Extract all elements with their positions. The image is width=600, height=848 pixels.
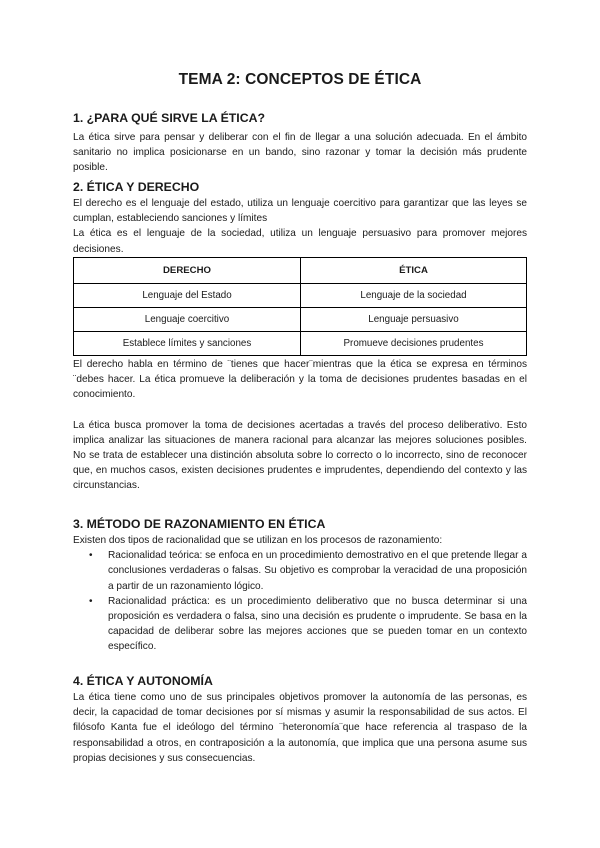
paragraph: La ética busca promover la toma de decisiones acertadas a través del proceso deliberativo. Esto implica analizar las situaciones de manera racional para alcanzar las mejores soluciones posibles. No se trata de establecer una distinción absoluta sobre lo correcto o lo incorrecto, sino de reconocer que, en muchos casos, existen decisiones prudentes e imprudentes, dependiendo del contexto y las circunstancias. (73, 419, 527, 492)
section-ethics-law-continued (73, 357, 527, 494)
paragraph: La ética tiene como uno de sus principales objetivos promover la autonomía de las personas, es decir, la capacidad de tomar decisiones por sí mismas y asumir la responsabilidad de sus actos. El filósofo Kanta fue el ideólogo del término ¨heteronomía¨que hace referencia al traspaso de la responsabilidad a otros, en contraposición a la autonomía, que implica que una persona asume sus propias decisiones y sus consecuencias. (73, 692, 527, 764)
table-row (74, 332, 527, 356)
document-title: TEMA 2: CONCEPTOS DE ÉTICA (178, 71, 422, 88)
table-cell: Lenguaje coercitivo (74, 308, 301, 332)
section-ethics-autonomy (73, 673, 527, 766)
paragraph: El derecho es el lenguaje del estado, utiliza un lenguaje coercitivo para garantizar que las leyes se cumplan, estableciendo sanciones y límites (73, 198, 527, 225)
section-heading: 2. ÉTICA Y DERECHO (73, 180, 200, 194)
table-row (74, 308, 527, 332)
section-heading: 4. ÉTICA Y AUTONOMÍA (73, 674, 213, 688)
table-cell: Lenguaje del Estado (74, 284, 301, 308)
section-purpose (73, 110, 527, 176)
section-heading: 3. MÉTODO DE RAZONAMIENTO EN ÉTICA (73, 517, 326, 531)
section-reasoning-method (73, 516, 527, 655)
table-cell: Promueve decisiones prudentes (301, 332, 527, 356)
list-item: • Racionalidad teórica: se enfoca en un procedimiento demostrativo en el que pretende llegar a conclusiones verdaderas o falsas. Su objetivo es comprobar la veracidad de una proposición a partir de un razonamiento lógico. (73, 548, 527, 594)
comparison-table (73, 257, 527, 356)
section-ethics-law (73, 179, 527, 257)
table-cell: Lenguaje de la sociedad (301, 284, 527, 308)
paragraph: Existen dos tipos de racionalidad que se utilizan en los procesos de razonamiento: (73, 535, 443, 546)
list-item: • Racionalidad práctica: es un procedimiento deliberativo que no busca determinar si una proposición es verdadera o falsa, sino una decisión es prudente o imprudente. Se basa en la capacidad de deliberar sobre las mejores acciones que se pueden tomar en un contexto específico. (73, 594, 527, 655)
section-heading: 1. ¿PARA QUÉ SIRVE LA ÉTICA? (73, 111, 265, 125)
table-header-row (74, 258, 527, 284)
paragraph: El derecho habla en término de ¨tienes que hacer¨mientras que la ética se expresa en términos ¨debes hacer. La ética promueve la deliberación y la toma de decisiones prudentes basadas en el conocimiento. (73, 359, 527, 401)
table-row (74, 284, 527, 308)
column-header-derecho: DERECHO (74, 258, 301, 284)
table-cell: Establece límites y sanciones (74, 332, 301, 356)
paragraph: La ética sirve para pensar y deliberar con el fin de llegar a una solución adecuada. En el ámbito sanitario no implica posicionarse en un bando, sino razonar y tomar la decisión más prudente posible. (73, 132, 527, 174)
rationality-list (73, 548, 527, 654)
column-header-etica: ÉTICA (301, 258, 527, 284)
paragraph: La ética es el lenguaje de la sociedad, utiliza un lenguaje persuasivo para promover mejores decisiones. (73, 228, 527, 255)
table-cell: Lenguaje persuasivo (301, 308, 527, 332)
